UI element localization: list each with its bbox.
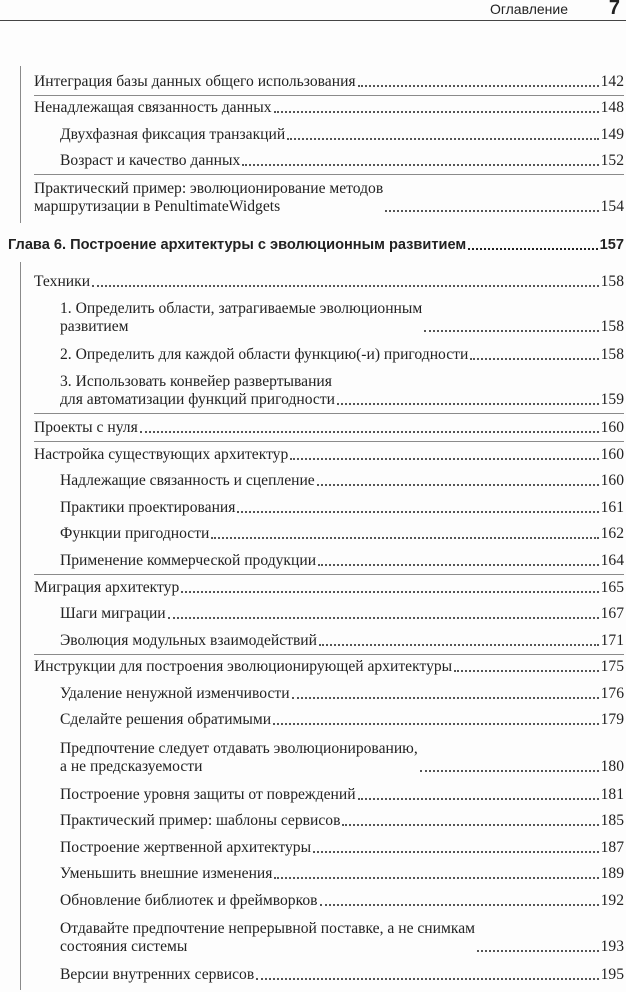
page-ref: 160 [600, 446, 624, 463]
entry-title-line: Предпочтение следует отдавать эволюционированию, [60, 740, 418, 757]
toc-subentry[interactable]: Практический пример: шаблоны сервисов 185 [60, 812, 624, 829]
toc-entry[interactable]: Настройка существующих архитектур 160 [34, 446, 624, 463]
page-ref: 152 [600, 152, 624, 169]
leader-dots [290, 458, 598, 460]
toc-entry[interactable] [34, 180, 624, 216]
page-ref: 189 [600, 865, 624, 882]
toc-subentry[interactable] [60, 373, 624, 409]
page-ref: 176 [600, 685, 624, 702]
leader-dots [211, 537, 598, 539]
leader-dots [318, 564, 599, 566]
toc-subentry[interactable]: Шаги миграции 167 [60, 605, 624, 622]
toc-entry[interactable]: Инструкции для построения эволюционирующей архитектуры 175 [34, 658, 624, 675]
toc-subentry[interactable]: Удаление ненужной изменчивости 176 [60, 685, 624, 702]
leader-dots [287, 138, 598, 140]
toc-subentry[interactable]: Практики проектирования 161 [60, 499, 624, 516]
page-ref: 165 [600, 579, 624, 596]
toc-chapter-heading[interactable]: Глава 6. Построение архитектуры с эволюционным развитием 157 [8, 237, 624, 253]
entry-title-line: маршрутизации в PenultimateWidgets [34, 198, 281, 215]
page-ref: 193 [600, 938, 624, 955]
toc-subentry[interactable] [60, 740, 624, 776]
leader-dots [358, 798, 599, 800]
leader-dots [313, 851, 599, 853]
entry-title-line: а не предсказуемости [60, 758, 203, 775]
page-ref: 164 [600, 552, 624, 569]
leader-dots [342, 824, 598, 826]
entry-title-line: 1. Определить области, затрагиваемые эволюционным [60, 300, 423, 317]
leader-dots [470, 358, 598, 360]
page-ref: 160 [600, 419, 624, 436]
entry-title-line: состояния системы [60, 938, 188, 955]
header-section-title: Оглавление [489, 1, 568, 17]
toc-subentry[interactable]: Применение коммерческой продукции 164 [60, 552, 624, 569]
entry-divider [34, 441, 624, 442]
page-ref: 180 [600, 758, 624, 775]
page-ref: 185 [600, 812, 624, 829]
leader-dots [274, 877, 598, 879]
entry-title-line: 3. Использовать конвейер развертывания [60, 373, 332, 390]
leader-dots [140, 431, 599, 433]
page-ref: 148 [600, 99, 624, 116]
page-ref: 158 [600, 273, 624, 290]
page-ref: 181 [600, 786, 624, 803]
toc-vertical-rule [20, 66, 21, 223]
toc-entry[interactable]: Проекты с нуля 160 [34, 419, 624, 436]
leader-dots [168, 617, 599, 619]
entry-divider [34, 174, 624, 175]
toc-subentry[interactable] [60, 920, 624, 956]
entry-title-line: Отдавайте предпочтение непрерывной поставке, а не снимкам [60, 920, 475, 937]
leader-dots [317, 484, 599, 486]
leader-dots [181, 591, 598, 593]
entry-divider [34, 574, 624, 575]
header-page-number: 7 [608, 0, 620, 19]
toc-subentry[interactable]: 2. Определить для каждой области функцию(-и) пригодности 158 [60, 346, 624, 363]
page-ref: 179 [600, 711, 624, 728]
page-ref: 187 [600, 839, 624, 856]
leader-dots [424, 330, 598, 332]
entry-divider [34, 413, 624, 414]
page-ref: 195 [600, 966, 624, 983]
leader-dots [385, 210, 598, 212]
leader-dots [319, 644, 599, 646]
entry-title-line: для автоматизации функций пригодности [60, 391, 335, 408]
leader-dots [420, 770, 599, 772]
page-ref: 192 [600, 892, 624, 909]
page-ref: 142 [600, 73, 624, 90]
page-ref: 171 [600, 632, 624, 649]
page-ref: 159 [600, 391, 624, 408]
leader-dots [242, 164, 598, 166]
page-ref: 149 [600, 126, 624, 143]
toc-subentry[interactable]: Двухфазная фиксация транзакций 149 [60, 126, 624, 143]
page-ref: 158 [600, 346, 624, 363]
leader-dots [237, 511, 598, 513]
page-ref: 154 [600, 198, 624, 215]
leader-dots [477, 950, 599, 952]
toc-subentry[interactable]: Надлежащие связанность и сцепление 160 [60, 472, 624, 489]
toc-entry[interactable]: Миграция архитектур 165 [34, 579, 624, 596]
toc-subentry[interactable]: Эволюция модульных взаимодействий 171 [60, 632, 624, 649]
toc-subentry[interactable]: Сделайте решения обратимыми 179 [60, 711, 624, 728]
leader-dots [337, 403, 599, 405]
page-ref: 157 [599, 237, 624, 253]
toc-vertical-rule [20, 262, 21, 990]
leader-dots [320, 904, 599, 906]
leader-dots [292, 697, 599, 699]
toc-subentry[interactable]: Версии внутренних сервисов 195 [60, 966, 624, 983]
leader-dots [256, 978, 598, 980]
toc-subentry[interactable]: Построение жертвенной архитектуры 187 [60, 839, 624, 856]
toc-entry[interactable]: Интеграция базы данных общего использования 142 [34, 73, 624, 90]
page-ref: 175 [600, 658, 624, 675]
leader-dots [274, 111, 599, 113]
page-ref: 160 [600, 472, 624, 489]
toc-subentry[interactable]: Построение уровня защиты от повреждений 181 [60, 786, 624, 803]
entry-divider [34, 95, 624, 96]
leader-dots [92, 285, 599, 287]
entry-title-line: Практический пример: эволюционирование методов [34, 180, 384, 197]
page-ref: 167 [600, 605, 624, 622]
entry-title-line: развитием [60, 318, 129, 335]
entry-divider [34, 654, 624, 655]
page-ref: 162 [600, 525, 624, 542]
toc-entry[interactable]: Техники 158 [34, 273, 624, 290]
toc-subentry[interactable]: Функции пригодности 162 [60, 525, 624, 542]
leader-dots [468, 248, 597, 250]
page-ref: 158 [600, 318, 624, 335]
toc-subentry[interactable]: Уменьшить внешние изменения 189 [60, 865, 624, 882]
toc-entry[interactable]: Ненадлежащая связанность данных 148 [34, 99, 624, 116]
toc-subentry[interactable] [60, 300, 624, 336]
toc-subentry[interactable]: Обновление библиотек и фреймворков 192 [60, 892, 624, 909]
leader-dots [273, 723, 599, 725]
page-ref: 161 [600, 499, 624, 516]
leader-dots [454, 670, 598, 672]
leader-dots [358, 85, 599, 87]
toc-subentry[interactable]: Возраст и качество данных 152 [60, 152, 624, 169]
